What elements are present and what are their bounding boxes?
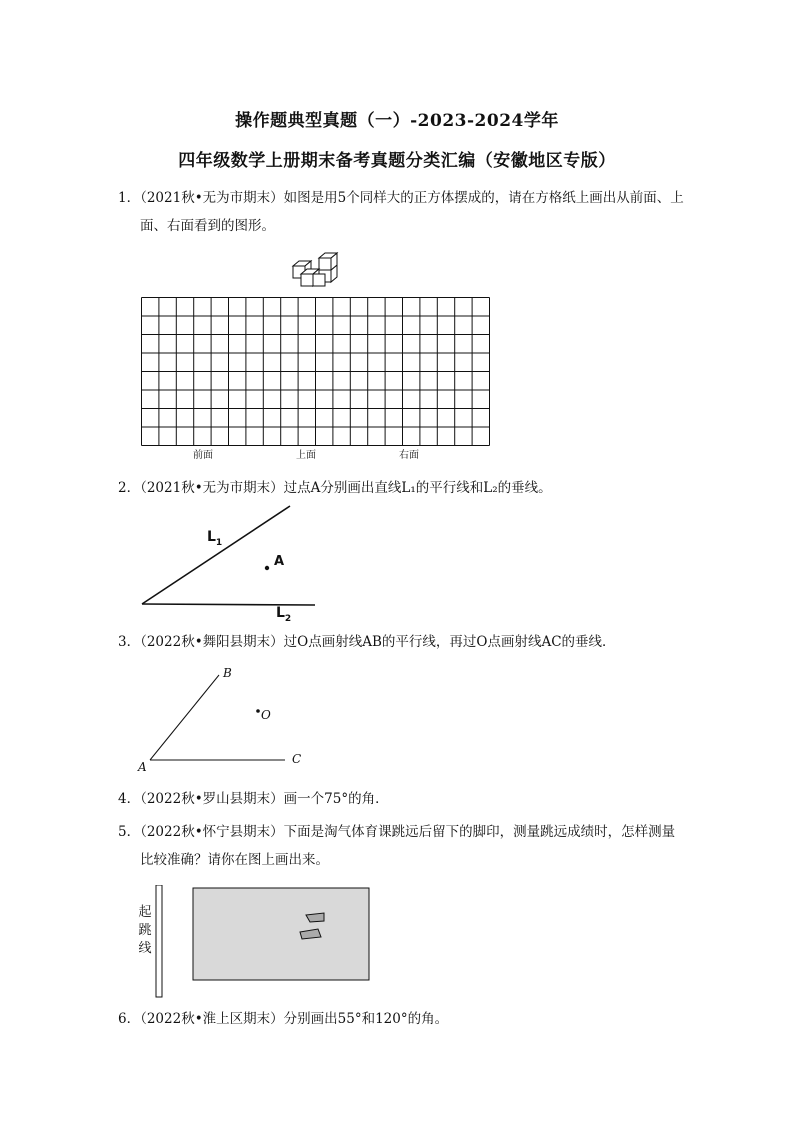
question-4-number: 4． (118, 791, 141, 807)
question-3 (118, 628, 688, 656)
label-l1: $L_1$ (207, 529, 223, 548)
footprint-1 (306, 913, 324, 922)
question-4-text: （2022秋•罗山县期末）画一个75°的角． (140, 791, 389, 807)
title-line-2: 四年级数学上册期末备考真题分类汇编（安徽地区专版） (178, 151, 616, 171)
question-4 (118, 785, 688, 813)
question-5 (118, 818, 688, 874)
grid-paper (141, 297, 491, 447)
question-3-text: （2022秋•舞阳县期末）过O点画射线AB的平行线，再过O点画射线AC的垂线． (140, 634, 616, 650)
long-jump-figure (150, 885, 380, 1000)
lines-l1-l2-figure (130, 500, 330, 630)
line-l1 (142, 506, 290, 604)
rays-ab-ac-figure (140, 665, 300, 775)
question-1-text: （2021秋•无为市期末）如图是用5个同样大的正方体摆成的，请在方格纸上画出从前面、上面、右面看到的图形。 (140, 190, 684, 234)
grid-label-top: 上面 (296, 450, 316, 461)
cube-stack-figure (285, 250, 345, 292)
question-5-text: （2022秋•怀宁县期末）下面是淘气体育课跳远后留下的脚印，测量跳远成绩时，怎样测量比较准确？请你在图上画出来。 (140, 824, 676, 868)
label-l2: $L_2$ (276, 605, 292, 624)
question-2 (118, 474, 688, 502)
question-6-number: 6． (118, 1011, 141, 1027)
ray-ab (150, 675, 219, 760)
question-6-text: （2022秋•淮上区期末）分别画出55°和120°的角。 (140, 1011, 449, 1027)
title-line-1: 操作题典型真题（一）-2023-2024学年 (235, 111, 559, 131)
question-5-number: 5． (118, 824, 141, 840)
sand-pit (193, 888, 369, 980)
label-c: C (292, 752, 302, 766)
grid-label-front: 前面 (193, 450, 213, 461)
label-o: O (261, 708, 271, 722)
question-3-number: 3． (118, 634, 141, 650)
takeoff-line (156, 885, 162, 997)
label-a: A (138, 760, 147, 774)
question-1 (118, 184, 688, 240)
question-2-number: 2． (118, 480, 141, 496)
question-6 (118, 1005, 688, 1033)
label-point-a: A (274, 554, 285, 569)
point-a-dot (265, 566, 269, 570)
point-o-dot (256, 709, 260, 713)
label-b: B (223, 666, 232, 680)
grid-label-right: 右面 (399, 450, 419, 461)
takeoff-line-label: 起 跳 线 (138, 905, 152, 956)
question-2-text: （2021秋•无为市期末）过点A分别画出直线L₁的平行线和L₂的垂线。 (140, 480, 552, 496)
question-1-number: 1． (118, 190, 141, 206)
